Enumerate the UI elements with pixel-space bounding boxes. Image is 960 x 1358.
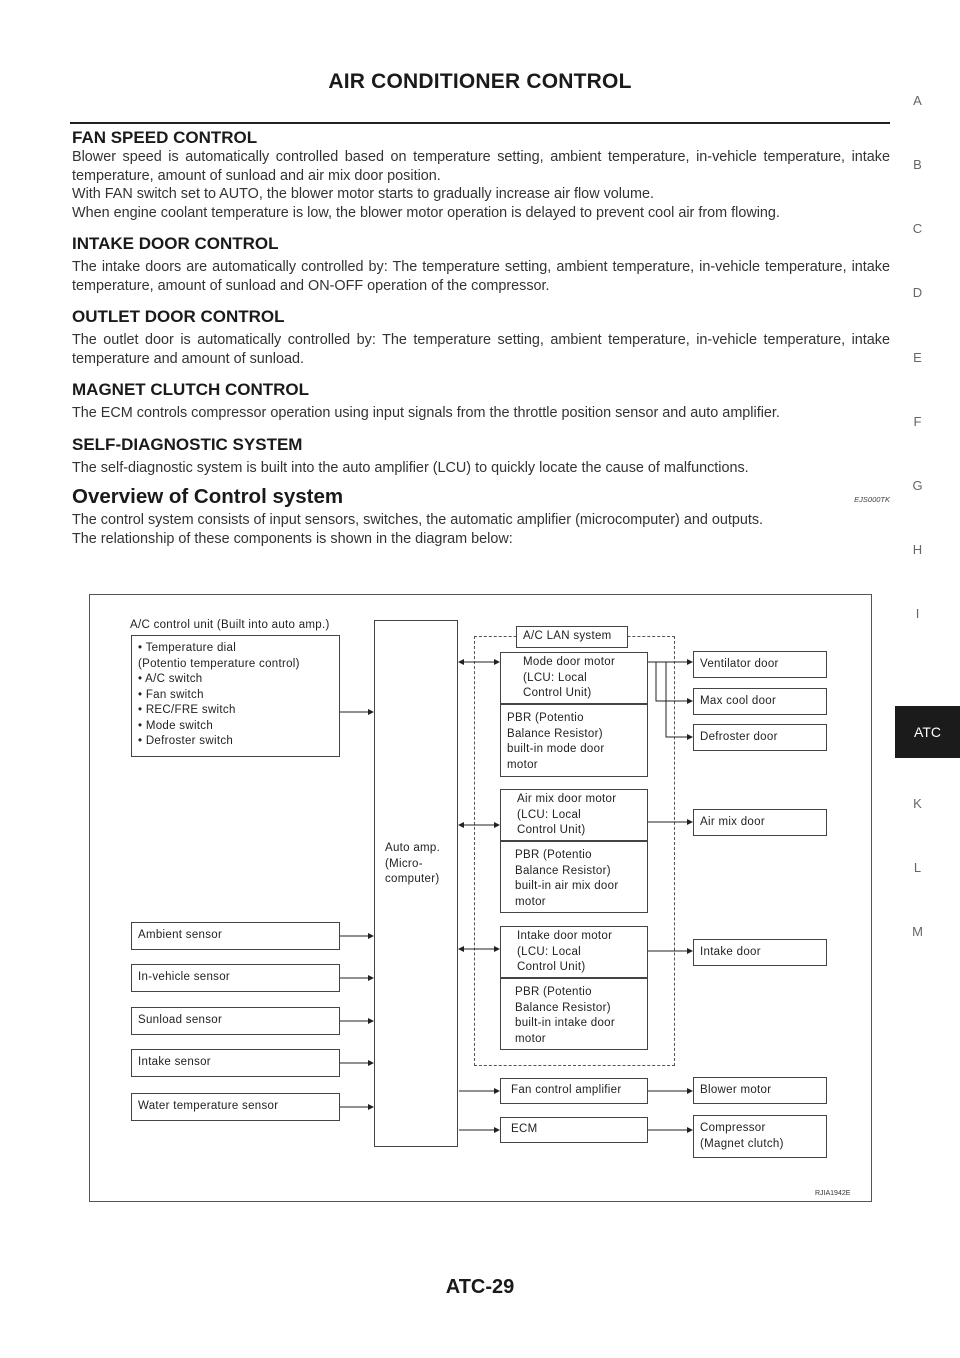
- side-tab-i[interactable]: I: [915, 606, 920, 621]
- side-tab-d[interactable]: D: [912, 285, 923, 300]
- overview-title: Overview of Control system: [72, 485, 344, 508]
- auto-amp-box: Auto amp. (Micro- computer): [374, 620, 458, 1147]
- ambient-sensor-box: Ambient sensor: [131, 922, 340, 950]
- defroster-door-box: Defroster door: [693, 724, 827, 751]
- side-tab-e[interactable]: E: [913, 350, 922, 365]
- section-paragraph: The outlet door is automatically controlled by: The temperature setting, ambient temperature, in-vehicle temperature, intake temperature and amount of sunload.: [72, 332, 890, 367]
- side-tab-f[interactable]: F: [913, 414, 922, 429]
- section-paragraph: The ECM controls compressor operation using input signals from the throttle position sensor and auto amplifier.: [72, 405, 780, 421]
- control-unit-label: A/C control unit (Built into auto amp.): [130, 619, 330, 631]
- section-paragraph: When engine coolant temperature is low, the blower motor operation is delayed to prevent cool air from flowing.: [72, 204, 780, 221]
- ventilator-door-box: Ventilator door: [693, 651, 827, 678]
- figure-id: RJIA1942E: [815, 1190, 851, 1197]
- air-mix-door-box: Air mix door: [693, 809, 827, 836]
- page-number: ATC-29: [445, 1276, 515, 1298]
- intake-door-box: Intake door: [693, 939, 827, 966]
- section-heading-fan-speed: FAN SPEED CONTROL: [72, 128, 258, 147]
- section-paragraph: The intake doors are automatically controlled by: The temperature setting, ambient temperature, in-vehicle temperature, intake temperature, amount of sunload and ON-OFF operation of the compressor.: [72, 259, 890, 294]
- overview-paragraph: The control system consists of input sensors, switches, the automatic amplifier (microcomputer) and outputs.: [72, 512, 764, 528]
- air-mix-door-motor-box: Air mix door motor (LCU: Local Control Unit): [500, 789, 648, 841]
- water-temperature-sensor-box: Water temperature sensor: [131, 1093, 340, 1121]
- blower-motor-box: Blower motor: [693, 1077, 827, 1104]
- intake-door-pbr-box: PBR (Potentio Balance Resistor) built-in intake door motor: [500, 978, 648, 1050]
- air-mix-door-pbr-box: PBR (Potentio Balance Resistor) built-in air mix door motor: [500, 841, 648, 913]
- fan-control-amplifier-box: Fan control amplifier: [500, 1078, 648, 1104]
- overview-paragraph: The relationship of these components is shown in the diagram below:: [72, 530, 513, 547]
- side-tab-m[interactable]: M: [912, 924, 923, 939]
- section-paragraph: Blower speed is automatically controlled based on temperature setting, ambient temperature, in-vehicle temperature, intake temperature, amount of sunload and air mix door position.: [72, 149, 890, 184]
- section-paragraph: With FAN switch set to AUTO, the blower motor starts to gradually increase air flow volume.: [72, 186, 654, 202]
- section-heading-magnet-clutch: MAGNET CLUTCH CONTROL: [72, 380, 310, 399]
- ecm-box: ECM: [500, 1117, 648, 1143]
- side-tab-a[interactable]: A: [913, 93, 922, 108]
- page-title: AIR CONDITIONER CONTROL: [328, 70, 632, 93]
- section-paragraph: The self-diagnostic system is built into the auto amplifier (LCU) to quickly locate the cause of malfunctions.: [72, 459, 749, 476]
- section-heading-self-diagnostic: SELF-DIAGNOSTIC SYSTEM: [72, 434, 303, 454]
- side-tab-l[interactable]: L: [913, 860, 922, 875]
- section-heading-outlet-door: OUTLET DOOR CONTROL: [72, 307, 285, 326]
- side-tab-g[interactable]: G: [912, 478, 923, 493]
- section-heading-intake-door: INTAKE DOOR CONTROL: [72, 234, 279, 253]
- compressor-box: Compressor (Magnet clutch): [693, 1115, 827, 1158]
- overview-code: EJS000TK: [854, 495, 890, 504]
- side-tab-h[interactable]: H: [912, 542, 923, 557]
- side-tab-b[interactable]: B: [913, 157, 922, 172]
- lan-system-box: A/C LAN system: [516, 626, 628, 648]
- intake-sensor-box: Intake sensor: [131, 1049, 340, 1077]
- side-tab-c[interactable]: C: [912, 221, 923, 236]
- intake-door-motor-box: Intake door motor (LCU: Local Control Unit): [500, 926, 648, 978]
- in-vehicle-sensor-box: In-vehicle sensor: [131, 964, 340, 992]
- side-tab-k[interactable]: K: [913, 796, 922, 811]
- switches-box: • Temperature dial (Potentio temperature control) • A/C switch • Fan switch • REC/FRE switch • Mode switch • Defroster switch: [131, 635, 340, 757]
- max-cool-door-box: Max cool door: [693, 688, 827, 715]
- mode-door-pbr-box: PBR (Potentio Balance Resistor) built-in mode door motor: [500, 704, 648, 777]
- side-tab-atc[interactable]: ATC: [895, 706, 960, 758]
- mode-door-motor-box: Mode door motor (LCU: Local Control Unit): [500, 652, 648, 704]
- sunload-sensor-box: Sunload sensor: [131, 1007, 340, 1035]
